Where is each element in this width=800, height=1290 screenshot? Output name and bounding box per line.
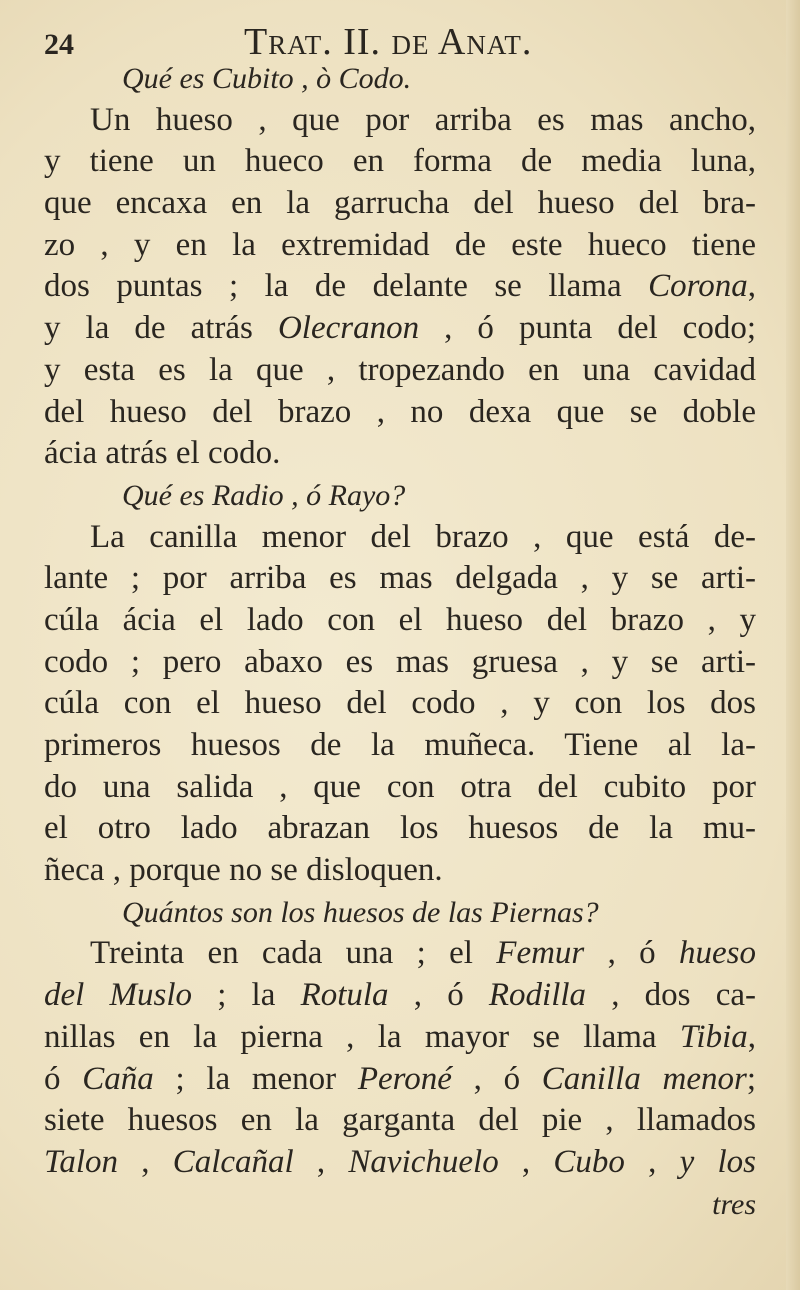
text-line [44, 683, 756, 725]
text-line [44, 808, 756, 850]
page-edge [786, 0, 800, 1290]
text-line [44, 933, 756, 975]
text-segment: del hueso del brazo , no dexa que se doble [44, 393, 756, 430]
text-line [44, 266, 756, 308]
text-line [44, 1100, 756, 1142]
text-segment: nillas en la pierna , la mayor se llama [44, 1018, 680, 1055]
text-segment: , [747, 1018, 756, 1055]
text-line [44, 100, 756, 142]
text-segment: ó [44, 1060, 83, 1097]
text-line [44, 850, 756, 892]
italic-term: hueso [679, 935, 756, 972]
text-segment: ácia atrás el codo. [44, 435, 281, 472]
page-number: 24 [44, 28, 74, 61]
text-segment: que encaxa en la garrucha del hueso del bra- [44, 185, 756, 222]
italic-term: Peroné [357, 1060, 452, 1097]
text-segment: ; la [192, 977, 301, 1014]
text-segment: el otro lado abrazan los huesos de la mu- [44, 810, 756, 847]
text-segment: cúla con el hueso del codo , y con los dos [44, 685, 756, 722]
text-segment: zo , y en la extremidad de este hueco tiene [44, 226, 756, 263]
text-line [44, 975, 756, 1017]
text-segment: Un hueso , que por arriba es mas ancho, [90, 101, 756, 138]
text-segment: y esta es la que , tropezando en una cavidad [44, 351, 756, 388]
page-body-text [44, 58, 756, 1225]
text-line [44, 725, 756, 767]
text-segment: cúla ácia el lado con el hueso del brazo , y [44, 601, 756, 638]
text-segment: dos puntas ; la de delante se llama [44, 268, 649, 305]
text-line [44, 183, 756, 225]
text-segment: , [498, 1143, 554, 1180]
italic-term: del Muslo [44, 977, 193, 1014]
text-line [44, 558, 756, 600]
text-line [44, 1184, 756, 1226]
text-segment: lante ; por arriba es mas delgada , y se arti- [44, 560, 756, 597]
text-segment: y la de atrás [44, 310, 278, 347]
text-line [44, 600, 756, 642]
text-segment: , ó [584, 935, 680, 972]
text-line [44, 1059, 756, 1101]
italic-term: Olecranon [277, 310, 420, 347]
text-segment: , [293, 1143, 349, 1180]
text-segment: codo ; pero abaxo es mas gruesa , y se arti- [44, 643, 756, 680]
text-line [44, 433, 756, 475]
text-segment: , ó [388, 977, 489, 1014]
italic-term: Qué es Radio , ó Rayo? [122, 478, 406, 512]
text-line [44, 767, 756, 809]
text-line [44, 141, 756, 183]
text-segment: do una salida , que con otra del cubito por [44, 768, 756, 805]
question-heading [44, 892, 756, 934]
text-segment: , [747, 268, 756, 305]
italic-term: Quántos son los huesos de las Piernas? [122, 895, 599, 929]
italic-term: Tibia [679, 1018, 748, 1055]
text-segment: , dos ca- [586, 977, 756, 1014]
text-line [44, 225, 756, 267]
text-line [44, 1017, 756, 1059]
text-line [44, 308, 756, 350]
italic-term: Qué es Cubito , ò Codo. [122, 62, 412, 95]
text-line [44, 392, 756, 434]
text-segment: Treinta en cada una ; el [90, 935, 497, 972]
running-title: Trat. II. de Anat. [244, 21, 533, 63]
text-segment: , ó punta del codo; [419, 310, 756, 347]
text-segment: La canilla menor del brazo , que está de- [90, 518, 756, 555]
text-line [44, 517, 756, 559]
italic-term: Calcañal [172, 1143, 294, 1180]
italic-term: Femur [496, 935, 585, 972]
italic-term: Corona [648, 268, 748, 305]
text-line [44, 642, 756, 684]
italic-term: Navichuelo [348, 1143, 499, 1180]
text-segment: ; [746, 1060, 756, 1097]
italic-term: Canilla menor [541, 1060, 747, 1097]
italic-term: y los [679, 1143, 756, 1180]
italic-term: Rotula [300, 977, 389, 1014]
text-segment: ; la menor [153, 1060, 358, 1097]
italic-term: Caña [82, 1060, 154, 1097]
text-segment: , [118, 1143, 173, 1180]
italic-term: Rodilla [488, 977, 587, 1014]
question-heading [44, 475, 756, 517]
text-segment: , [624, 1143, 680, 1180]
text-segment: siete huesos en la garganta del pie , llamados [44, 1102, 756, 1139]
text-segment: ñeca , porque no se disloquen. [44, 852, 443, 889]
italic-term: Cubo [553, 1143, 625, 1180]
text-segment: primeros huesos de la muñeca. Tiene al la- [44, 727, 756, 763]
italic-term: tres [712, 1187, 756, 1221]
italic-term: Talon [44, 1143, 118, 1180]
text-segment: y tiene un hueco en forma de media luna, [44, 143, 756, 180]
text-line [44, 1142, 756, 1184]
text-line [44, 350, 756, 392]
question-heading [44, 58, 756, 100]
text-segment: , ó [451, 1060, 542, 1097]
